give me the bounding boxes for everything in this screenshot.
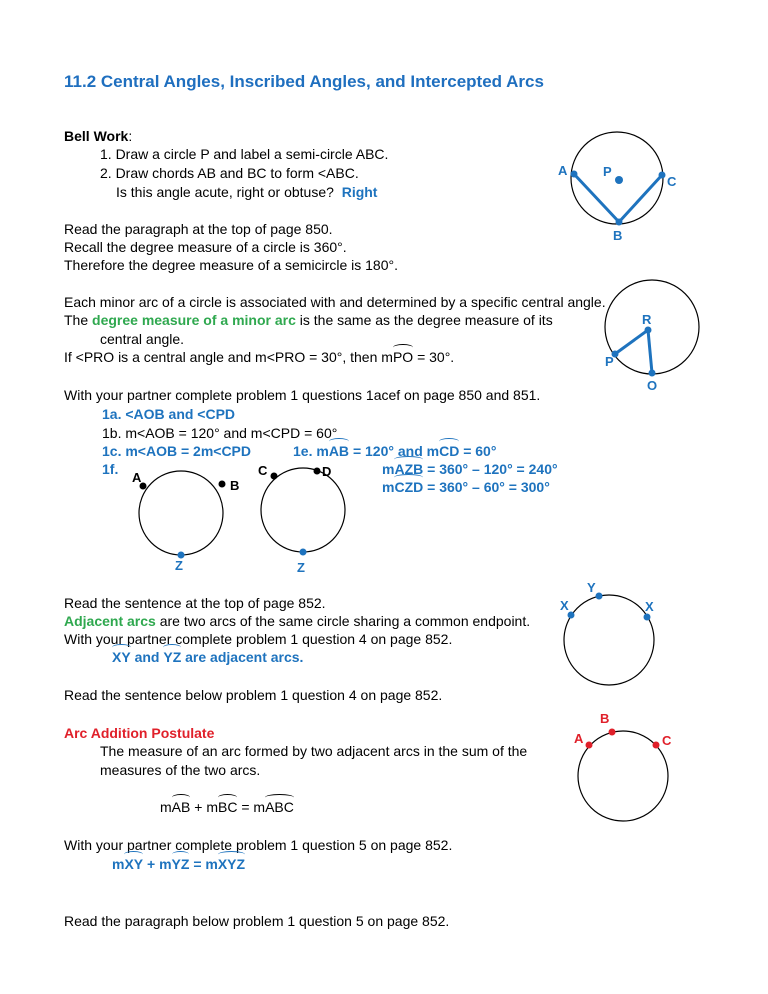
- term-adjacent-arcs: Adjacent arcs: [64, 613, 156, 629]
- page-title: 11.2 Central Angles, Inscribed Angles, and Intercepted Arcs: [64, 72, 544, 91]
- answer-q5: mXY + mYZ = mXYZ: [112, 856, 246, 872]
- label-c: C: [667, 174, 677, 189]
- point-c-dot: [653, 742, 660, 749]
- label-o: O: [647, 378, 658, 393]
- p2-line-4: If <PRO is a central angle and m<PRO = 30°, then mPO = 30°.: [64, 349, 455, 365]
- label-a: A: [132, 470, 142, 485]
- answer-1f-label: 1f.: [102, 461, 119, 477]
- label-z: Z: [297, 560, 305, 575]
- p4-line-3: With your partner complete problem 1 question 4 on page 852.: [64, 631, 453, 647]
- label-z: Z: [175, 558, 183, 573]
- label-b: B: [230, 478, 240, 493]
- p4-line-1: Read the sentence at the top of page 852.: [64, 595, 326, 611]
- p7-line-1: Read the paragraph below problem 1 question 5 on page 852.: [64, 913, 450, 929]
- postulate-line-1: The measure of an arc formed by two adjacent arcs in the sum of the: [100, 743, 528, 759]
- p2-line-1: Each minor arc of a circle is associated with and determined by a specific central angle.: [64, 294, 606, 310]
- answer-1f-line-2: mCZD = 360° – 60° = 300°: [382, 479, 550, 495]
- p6-line-1: With your partner complete problem 1 question 5 on page 852.: [64, 837, 453, 853]
- answer-1c: 1c. m<AOB = 2m<CPD: [102, 443, 252, 459]
- bell-answer: Right: [341, 184, 378, 200]
- p1-line-2: Recall the degree measure of a circle is 360°.: [64, 239, 347, 255]
- postulate-formula: mAB + mBC = mABC: [160, 799, 294, 815]
- bell-work-heading: Bell Work:: [64, 128, 133, 144]
- label-a: A: [574, 731, 584, 746]
- postulate-title: Arc Addition Postulate: [64, 725, 215, 741]
- label-x2: X: [645, 599, 654, 614]
- label-y: Y: [587, 580, 596, 595]
- answer-1f-line-1: mAZB = 360° – 120° = 240°: [382, 461, 558, 477]
- p4-line-2: Adjacent arcs are two arcs of the same circle sharing a common endpoint.: [64, 613, 531, 629]
- answer-1b: 1b. m<AOB = 120° and m<CPD = 60°: [102, 425, 338, 441]
- answer-1e: 1e. mAB = 120° and mCD = 60°: [293, 443, 497, 459]
- p3-line-1: With your partner complete problem 1 questions 1acef on page 850 and 851.: [64, 387, 541, 403]
- label-b: B: [613, 228, 623, 243]
- p1-line-3: Therefore the degree measure of a semicircle is 180°.: [64, 257, 398, 273]
- label-r: R: [642, 312, 652, 327]
- p2-line-3: central angle.: [100, 331, 185, 347]
- postulate-line-2: measures of the two arcs.: [100, 762, 261, 778]
- term-degree-measure: degree measure of a minor arc: [92, 312, 296, 328]
- point-b-dot: [609, 729, 616, 736]
- answer-q4: XY and YZ are adjacent arcs.: [112, 649, 304, 665]
- label-p: P: [603, 164, 612, 179]
- bell-item-1: 1. Draw a circle P and label a semi-circle ABC.: [100, 146, 389, 162]
- answer-1a: 1a. <AOB and <CPD: [102, 406, 236, 422]
- label-a: A: [558, 163, 568, 178]
- bell-item-3: Is this angle acute, right or obtuse? Right: [116, 184, 378, 200]
- label-c: C: [258, 463, 268, 478]
- bell-item-2: 2. Draw chords AB and BC to form <ABC.: [100, 165, 359, 181]
- p1-line-1: Read the paragraph at the top of page 850.: [64, 221, 333, 237]
- point-a-dot: [586, 742, 593, 749]
- p5-line-1: Read the sentence below problem 1 question 4 on page 852.: [64, 687, 443, 703]
- p2-line-2: The degree measure of a minor arc is the same as the degree measure of its: [64, 312, 553, 328]
- label-b: B: [600, 711, 610, 726]
- label-c: C: [662, 733, 672, 748]
- label-d: D: [322, 464, 332, 479]
- label-x: X: [560, 598, 569, 613]
- label-p: P: [605, 354, 614, 369]
